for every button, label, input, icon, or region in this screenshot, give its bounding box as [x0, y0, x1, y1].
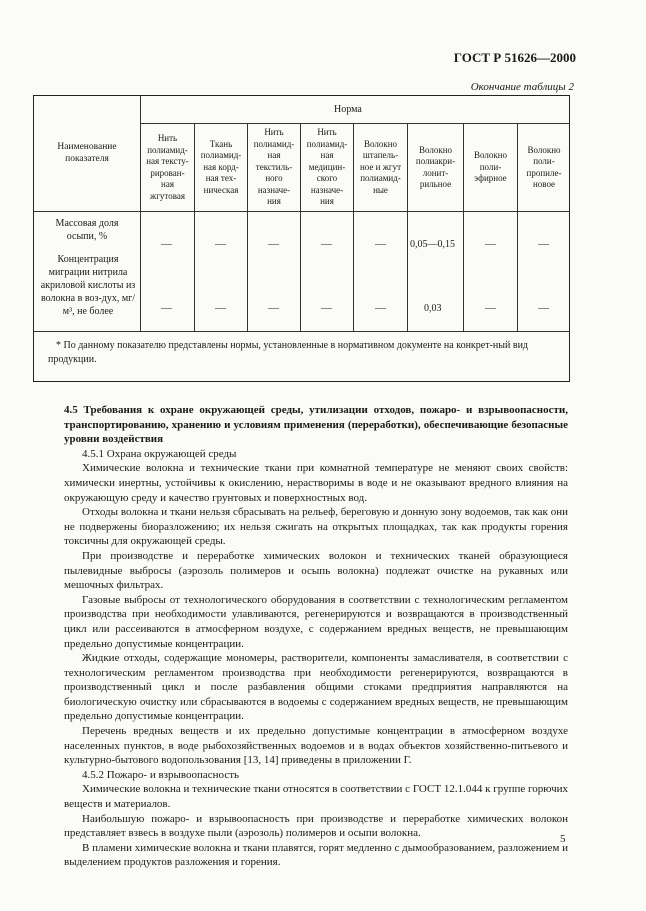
paragraph: Химические волокна и технические ткани относятся в соответствии с ГОСТ 12.1.044 к группе горючих веществ и материалов.	[64, 783, 568, 811]
column-header: Волокно штапель-ное и жгут полиамид-ные	[359, 138, 402, 195]
column-header: Нить полиамид-ная тексту-рирован-ная жгутовая	[146, 133, 189, 201]
paragraph: В пламени химические волокна и ткани плавятся, горят медленно с дымообразованием, разложением и выделением продуктов разложения и горения.	[64, 841, 568, 869]
paragraph: Наибольшую пожаро- и взрывоопасность при производстве и переработке химических волокон представляет взвесь в воздухе пыли (аэрозоль) полимеров и осыпи волокна.	[64, 812, 568, 840]
column-header: Волокно полиакри-лонит-рильное	[415, 144, 456, 189]
table-cell: —	[215, 238, 226, 250]
paragraph: При производстве и переработке химических волокон и технических тканей образующиеся пылевидные выбросы (аэрозоль полимеров и осыпь волокна) подлежат очистке на рукавных или мешочных фильтрах.	[64, 549, 568, 592]
table-cell: —	[268, 238, 279, 250]
paragraph: Перечень вредных веществ и их предельно допустимые концентрации в атмосферном воздухе населенных пунктов, в воде рыбохозяйственных водоемов и в водах объектов хозяйственно-питьевого и культурно-бытового водопользования [13, 14] приведены в приложении Г.	[64, 725, 568, 767]
paragraph: Жидкие отходы, содержащие мономеры, растворители, компоненты замасливателя, в соответствии с технологическим регламентом производства при необходимости регенерируются, возвращаются в производственный цикл и после разбавления общими стоками предприятия направляются на биологическую очистку или сбрасываются в водоемы с содержанием вредных веществ, не превышающим предельно допустимые концентрации.	[64, 652, 568, 723]
column-header: Нить полиамид-ная текстиль-ного назначе-ния	[253, 127, 295, 207]
table-continuation-label: Окончание таблицы 2	[470, 81, 574, 93]
section-heading: 4.5 Требования к охране окружающей среды, утилизации отходов, пожаро- и взрывоопасности, транспортированию, хранению и условиям применения (переработки), обеспечивающие безопасные уровни воздействия	[64, 404, 568, 446]
table-divider	[34, 211, 570, 212]
table-cell: —	[485, 238, 496, 250]
document-id: ГОСТ Р 51626—2000	[453, 50, 576, 65]
norm-header: Норма	[334, 104, 362, 115]
column-header: Волокно поли-эфирное	[473, 150, 508, 184]
table-cell: 0,05—0,15	[410, 239, 455, 250]
table-cell: —	[161, 238, 172, 250]
table-cell: —	[321, 302, 332, 314]
document-body	[64, 403, 568, 870]
paragraph: Химические волокна и технические ткани при комнатной температуре не меняют своих свойств: химически инертны, устойчивы к окислению, нерастворимы в воде и не оказывают вредного влияния на окружающую среду и качество грунтовых и поверхностных вод.	[64, 462, 568, 504]
table-footnote: * По данному показателю представлены нормы, установленные в нормативном документе на конкрет-ный вид продукции.	[48, 340, 529, 365]
table-cell: —	[215, 302, 226, 314]
subsection-heading: 4.5.1 Охрана окружающей среды	[82, 447, 237, 460]
table-cell: —	[161, 302, 172, 314]
table-cell: —	[375, 238, 386, 250]
column-header-name: Наименование показателя	[57, 142, 117, 164]
column-header: Ткань полиамид-ная корд-ная тех-ническая	[200, 138, 242, 195]
table-divider	[34, 331, 570, 332]
table-cell: —	[268, 302, 279, 314]
row-label: Массовая доля осыпи, %	[55, 218, 119, 242]
column-header: Волокно поли-пропиле-новое	[526, 144, 562, 189]
row-label: Концентрация миграции нитрила акриловой кислоты из волокна в воз-дух, мг/м³, не более	[40, 254, 136, 317]
table-cell: —	[485, 302, 496, 314]
data-table	[33, 95, 570, 382]
column-header: Нить полиамид-ная медицин-ского назначе-ния	[306, 127, 348, 207]
table-cell: —	[375, 302, 386, 314]
table-cell: —	[538, 238, 549, 250]
table-cell: —	[321, 238, 332, 250]
table-cell: 0,03	[424, 303, 442, 314]
table-cell: —	[538, 302, 549, 314]
page-number: 5	[560, 833, 566, 845]
subsection-heading: 4.5.2 Пожаро- и взрывоопасность	[82, 768, 240, 781]
paragraph: Отходы волокна и ткани нельзя сбрасывать на рельеф, береговую и донную зону водоемов, так как они не подвержены биоразложению; их нельзя сжигать на открытых площадках, так как продукты горения токсичны для окружающей среды.	[64, 506, 568, 548]
paragraph: Газовые выбросы от технологического оборудования в соответствии с технологическим регламентом производства при необходимости улавливаются, регенерируются и возвращаются в производственный цикл или рассеиваются в атмосферном воздухе, с содержанием вредных веществ, не превышающим предельно допустимые концентрации.	[64, 593, 568, 650]
